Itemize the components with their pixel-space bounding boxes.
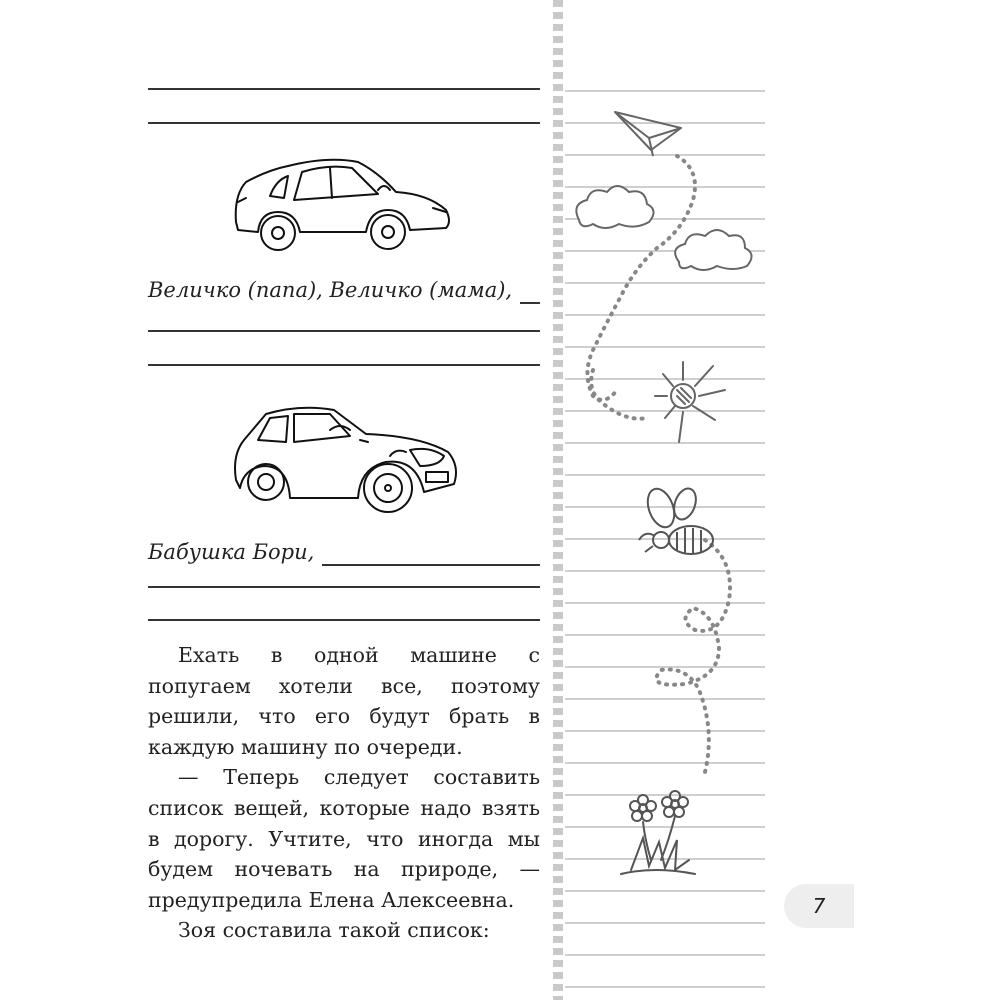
- caption-first-text: Величко (папа), Величко (мама),: [148, 278, 513, 302]
- caption-first-blank[interactable]: [520, 280, 540, 304]
- writing-line[interactable]: [148, 122, 540, 124]
- page-number: 7: [812, 894, 826, 918]
- body-text: [148, 640, 540, 946]
- writing-line[interactable]: [148, 586, 540, 588]
- paragraph: Зоя составила такой список:: [178, 918, 490, 943]
- notebook-binding: [553, 0, 563, 1000]
- cloud-icon: [576, 186, 653, 228]
- caption-second-blank[interactable]: [322, 542, 540, 566]
- dotted-trail: [591, 370, 647, 419]
- paragraph: Ехать в одной машине с попугаем хотели все, поэтому решили, что его будут брать в каждую машину по очереди.: [148, 643, 540, 759]
- writing-line[interactable]: [148, 330, 540, 332]
- writing-line[interactable]: [148, 619, 540, 621]
- flowers-icon: [621, 791, 695, 874]
- sun-icon: [655, 362, 725, 442]
- paragraph: — Теперь следует составить список вещей, которые надо взять в дорогу. Учтите, что иногда мы будем ночевать на природе, — предупредила Елена Алексеевна.: [148, 765, 540, 912]
- page-number-tab: [784, 884, 854, 928]
- mini-car-icon: [230, 400, 465, 515]
- paper-plane-icon: [615, 112, 681, 156]
- margin-doodles: [565, 100, 765, 880]
- sedan-car-icon: [228, 150, 458, 255]
- caption-second-text: Бабушка Бори,: [148, 540, 315, 564]
- bee-icon: [639, 485, 713, 554]
- caption-second: [148, 538, 540, 566]
- cloud-icon: [675, 230, 751, 270]
- writing-line[interactable]: [148, 364, 540, 366]
- writing-line[interactable]: [148, 88, 540, 90]
- caption-first: [148, 276, 540, 304]
- dotted-trail: [656, 540, 730, 772]
